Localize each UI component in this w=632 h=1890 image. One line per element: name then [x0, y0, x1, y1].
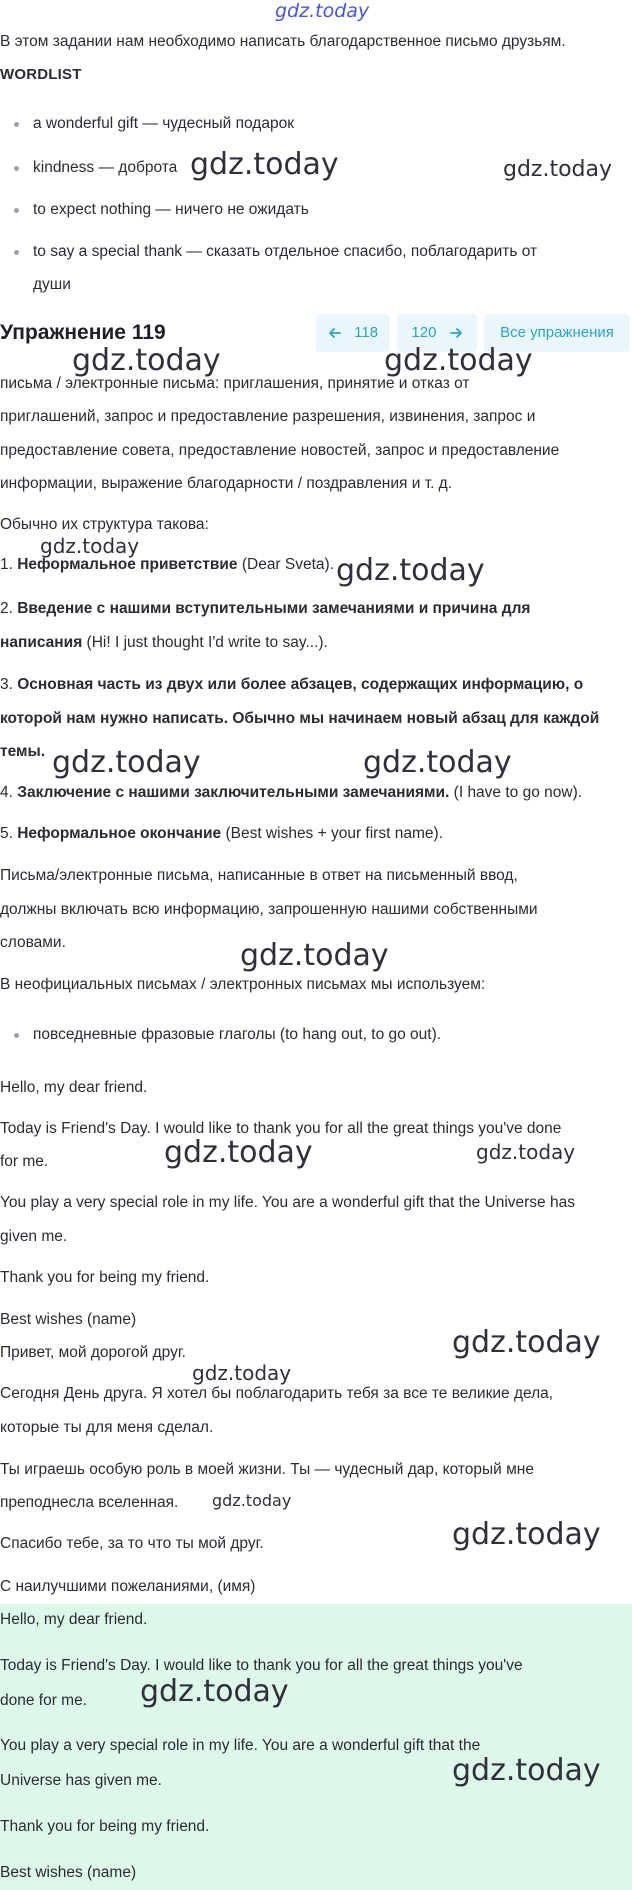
wordlist-item: to expect nothing — ничего не ожидать — [33, 201, 309, 218]
watermark: gdz.today — [164, 1135, 313, 1170]
watermark: gdz.today — [140, 1674, 289, 1709]
structure-step: 3. Основная часть из двух или более абзацев, содержащих информацию, о — [0, 676, 584, 693]
arrow-left-icon — [328, 326, 342, 340]
letter-en-sign: Best wishes (name) — [0, 1311, 137, 1328]
reply-line: должны включать всю информацию, запрошенную нашими собственными — [0, 901, 538, 918]
structure-step: 4. Заключение с нашими заключительными замечаниями. (I have to go now). — [0, 784, 583, 801]
letter-en-greeting: Hello, my dear friend. — [0, 1079, 148, 1096]
theory-line: письма / электронные письма: приглашения, принятие и отказ от — [0, 375, 470, 392]
list-bullet — [14, 1033, 19, 1038]
watermark: gdz.today — [363, 745, 512, 780]
answer-line: Today is Friend's Day. I would like to thank you for all the great things you've — [0, 1657, 523, 1674]
next-exercise-label: 120 — [411, 324, 437, 341]
arrow-right-icon — [449, 326, 463, 340]
watermark: gdz.today — [212, 1491, 292, 1510]
watermark: gdz.today — [192, 1361, 292, 1385]
letter-en-line: Thank you for being my friend. — [0, 1269, 210, 1286]
letter-ru-sign: С наилучшими пожеланиями, (имя) — [0, 1578, 256, 1595]
all-exercises-label: Все упражнения — [500, 324, 614, 341]
structure-step: 2. Введение с нашими вступительными замечаниями и причина для — [0, 600, 531, 617]
letter-en-line: You play a very special role in my life. You are a wonderful gift that the Universe has — [0, 1194, 575, 1211]
watermark: gdz.today — [452, 1517, 601, 1552]
letter-en-line: Today is Friend's Day. I would like to thank you for all the great things you've done — [0, 1120, 562, 1137]
wordlist-item: kindness — доброта — [33, 159, 178, 176]
letter-ru-line: преподнесла вселенная. — [0, 1494, 179, 1511]
list-bullet — [14, 122, 19, 127]
wordlist-item: to say a special thank — сказать отдельное спасибо, поблагодарить от — [33, 243, 538, 260]
letter-en-line: for me. — [0, 1153, 49, 1170]
letter-ru-line: Ты играешь особую роль в моей жизни. Ты — чудесный дар, который мне — [0, 1461, 534, 1478]
answer-line: done for me. — [0, 1692, 88, 1709]
prev-exercise-button[interactable] — [316, 314, 390, 352]
reply-line: словами. — [0, 934, 66, 951]
watermark: gdz.today — [384, 343, 533, 378]
theory-line: предоставление совета, предоставление новостей, запрос и предоставление — [0, 442, 560, 459]
informal-intro: В неофициальных письмах / электронных письмах мы используем: — [0, 976, 486, 993]
watermark: gdz.today — [503, 157, 613, 182]
watermark: gdz.today — [452, 1325, 601, 1360]
wordlist-item: a wonderful gift — чудесный подарок — [33, 115, 294, 132]
wordlist-title: WORDLIST — [0, 66, 82, 83]
list-bullet — [14, 208, 19, 213]
watermark: gdz.today — [336, 553, 485, 588]
structure-step: которой нам нужно написать. Обычно мы начинаем новый абзац для каждой — [0, 710, 600, 727]
structure-step: 5. Неформальное окончание (Best wishes + your first name). — [0, 825, 443, 842]
structure-intro: Обычно их структура такова: — [0, 516, 209, 533]
watermark: gdz.today — [452, 1753, 601, 1788]
site-watermark-top: gdz.today — [275, 0, 370, 22]
letter-ru-line: которые ты для меня сделал. — [0, 1419, 214, 1436]
watermark: gdz.today — [476, 1140, 576, 1164]
wordlist-item-continuation: души — [33, 276, 71, 293]
watermark: gdz.today — [52, 745, 201, 780]
exercise-title: Упражнение 119 — [0, 321, 166, 344]
theory-line: приглашений, запрос и предоставление разрешения, извинения, запрос и — [0, 408, 536, 425]
list-bullet — [14, 250, 19, 255]
watermark: gdz.today — [40, 534, 140, 558]
watermark: gdz.today — [190, 147, 339, 182]
prev-exercise-label: 118 — [354, 324, 379, 341]
letter-en-line: given me. — [0, 1228, 68, 1245]
watermark: gdz.today — [240, 938, 389, 973]
reply-line: Письма/электронные письма, написанные в ответ на письменный ввод, — [0, 867, 518, 884]
letter-ru-line: Спасибо тебе, за то что ты мой друг. — [0, 1535, 264, 1552]
structure-step: написания (Hi! I just thought I'd write to say...). — [0, 634, 328, 651]
theory-line: информации, выражение благодарности / поздравления и т. д. — [0, 475, 453, 492]
structure-step: темы. — [0, 743, 46, 760]
letter-ru-greeting: Привет, мой дорогой друг. — [0, 1344, 186, 1361]
list-bullet — [14, 166, 19, 171]
answer-line: Thank you for being my friend. — [0, 1818, 210, 1835]
answer-sign: Best wishes (name) — [0, 1864, 137, 1881]
answer-line: You play a very special role in my life. You are a wonderful gift that the — [0, 1737, 481, 1754]
letter-ru-line: Сегодня День друга. Я хотел бы поблагодарить тебя за все те великие дела, — [0, 1385, 554, 1402]
answer-line: Universe has given me. — [0, 1772, 162, 1789]
intro-text: В этом задании нам необходимо написать благодарственное письмо друзьям. — [0, 33, 566, 50]
watermark: gdz.today — [72, 343, 221, 378]
structure-step: 1. Неформальное приветствие (Dear Sveta). — [0, 556, 335, 573]
answer-greeting: Hello, my dear friend. — [0, 1611, 148, 1628]
informal-item: повседневные фразовые глаголы (to hang out, to go out). — [33, 1026, 442, 1043]
